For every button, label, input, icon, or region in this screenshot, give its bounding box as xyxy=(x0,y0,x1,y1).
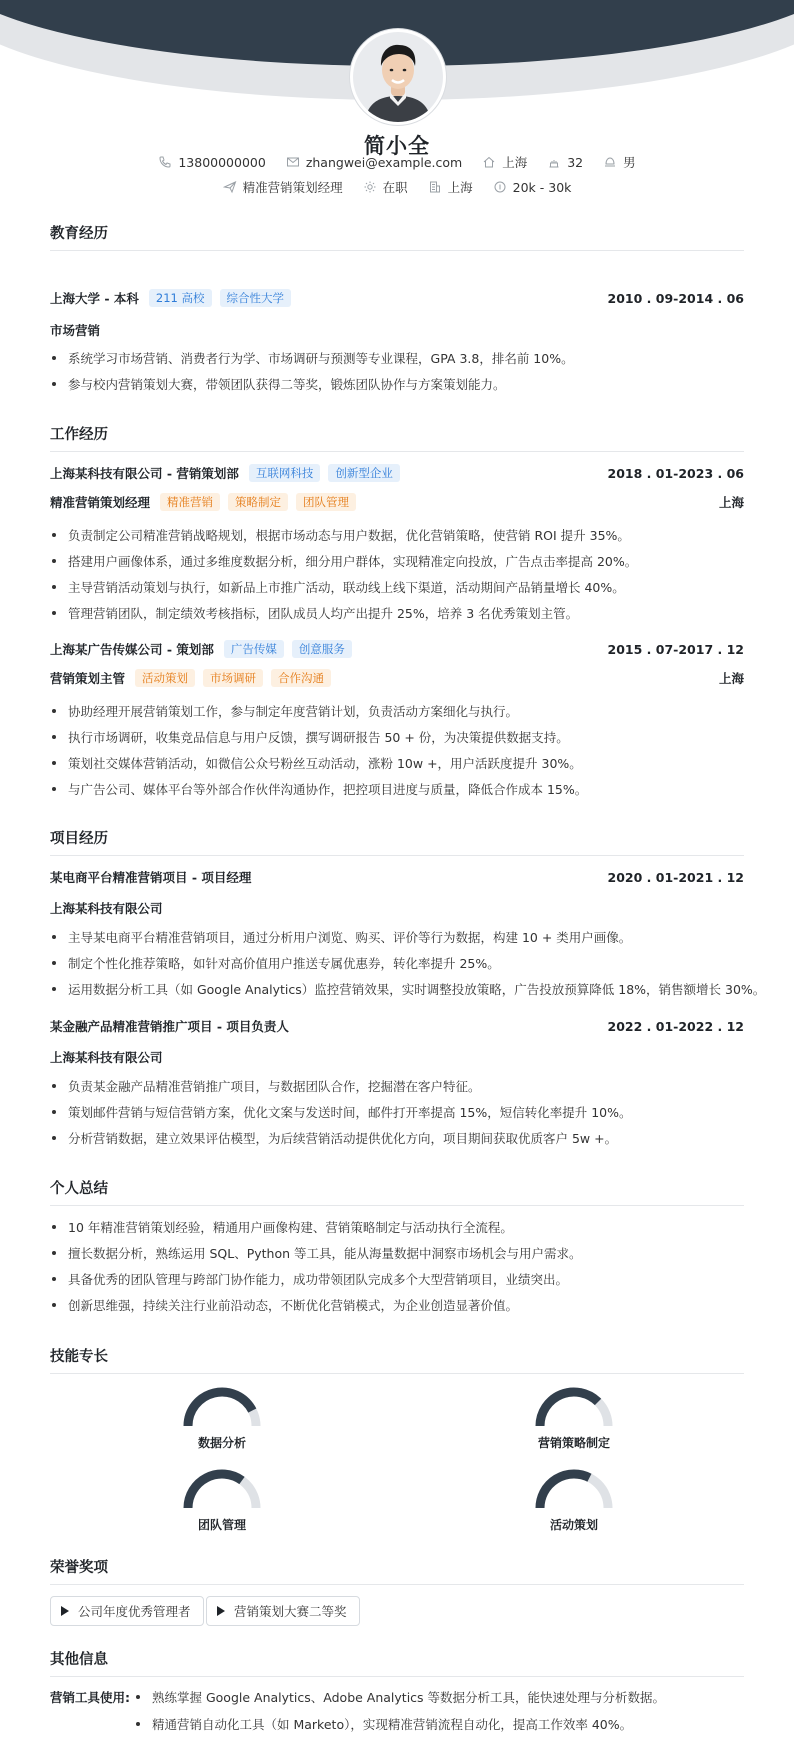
gender-text: 男 xyxy=(623,155,636,170)
work-entry-header xyxy=(50,640,744,658)
user-icon xyxy=(603,155,617,169)
school-name: 上海大学 - 本科 xyxy=(50,291,139,306)
role-tag: 市场调研 xyxy=(203,669,263,687)
project-entry-header xyxy=(50,868,744,886)
award-badge xyxy=(206,1596,360,1626)
phone-item xyxy=(158,155,265,170)
company-tag: 创意服务 xyxy=(292,640,352,658)
skill-gauge-arc xyxy=(532,1466,616,1512)
skill-label: 活动策划 xyxy=(549,1518,598,1532)
salary-item xyxy=(493,180,572,195)
target-city-text: 上海 xyxy=(447,180,473,195)
home-icon xyxy=(482,155,496,169)
skill-gauge xyxy=(162,1384,282,1451)
coin-icon xyxy=(493,180,507,194)
skill-gauge-arc xyxy=(180,1466,264,1512)
phone-icon xyxy=(158,155,172,169)
gender-item xyxy=(603,153,636,171)
section-title-work: 工作经历 xyxy=(50,423,744,452)
education-entry-header xyxy=(50,289,744,307)
age-item xyxy=(547,155,583,170)
target-position-text: 精准营销策划经理 xyxy=(242,180,343,195)
project-period: 2020 . 01-2021 . 12 xyxy=(607,869,744,885)
role-tag: 活动策划 xyxy=(135,669,195,687)
skill-gauge xyxy=(514,1384,634,1451)
project-period: 2022 . 01-2022 . 12 xyxy=(607,1018,744,1034)
skill-gauge-arc xyxy=(180,1384,264,1430)
company-tag: 广告传媒 xyxy=(224,640,284,658)
contact-info-row xyxy=(0,153,794,171)
section-title-education: 教育经历 xyxy=(50,222,744,251)
cake-icon xyxy=(547,155,561,169)
section-title-summary: 个人总结 xyxy=(50,1177,744,1206)
target-position-item xyxy=(223,178,343,196)
other-label: 营销工具使用: xyxy=(50,1690,130,1705)
triangle-icon xyxy=(217,1606,225,1616)
section-title-other: 其他信息 xyxy=(50,1648,744,1677)
role-tag: 精准营销 xyxy=(160,493,220,511)
section-title-skills: 技能专长 xyxy=(50,1345,744,1374)
triangle-icon xyxy=(61,1606,69,1616)
skill-label: 营销策略制定 xyxy=(537,1436,610,1450)
award-label: 营销策划大赛二等奖 xyxy=(234,1604,347,1619)
project-title: 某电商平台精准营销项目 - 项目经理 xyxy=(50,870,252,885)
company-name: 上海某科技有限公司 - 营销策划部 xyxy=(50,466,239,481)
role-title: 精准营销策划经理 xyxy=(50,495,151,510)
building-icon xyxy=(428,180,442,194)
work-city: 上海 xyxy=(718,671,744,686)
company-tag: 互联网科技 xyxy=(249,464,321,482)
award-badge xyxy=(50,1596,204,1626)
target-city-item xyxy=(428,178,473,196)
work-period: 2018 . 01-2023 . 06 xyxy=(607,465,744,481)
company-tag: 创新型企业 xyxy=(328,464,400,482)
age-text: 32 xyxy=(567,154,584,170)
skill-label: 团队管理 xyxy=(197,1518,246,1532)
role-title: 营销策划主管 xyxy=(50,671,126,686)
education-major: 市场营销 xyxy=(50,323,101,338)
section-title-awards: 荣誉奖项 xyxy=(50,1556,744,1585)
status-text: 在职 xyxy=(382,180,408,195)
company-name: 上海某广告传媒公司 - 策划部 xyxy=(50,642,214,657)
skill-gauge-fill xyxy=(188,1474,242,1508)
role-tag: 合作沟通 xyxy=(271,669,331,687)
location-text: 上海 xyxy=(502,155,528,170)
work-role-row xyxy=(50,493,744,511)
candidate-name: 简小全 xyxy=(364,134,430,158)
email-text: zhangwei@example.com xyxy=(305,154,463,170)
send-icon xyxy=(223,180,237,194)
award-label: 公司年度优秀管理者 xyxy=(78,1604,191,1619)
skill-gauge-arc xyxy=(532,1384,616,1430)
status-item xyxy=(363,178,408,196)
mail-icon xyxy=(286,155,300,169)
project-title: 某金融产品精准营销推广项目 - 项目负责人 xyxy=(50,1019,289,1034)
skill-gauge-fill xyxy=(540,1474,589,1508)
skill-gauge-fill xyxy=(540,1392,598,1426)
project-org: 上海某科技有限公司 xyxy=(50,1050,163,1065)
avatar xyxy=(350,29,446,125)
gear-icon xyxy=(363,180,377,194)
job-intent-row xyxy=(0,178,794,196)
skill-gauge xyxy=(514,1466,634,1533)
education-period: 2010 . 09-2014 . 06 xyxy=(607,290,744,306)
phone-text: 13800000000 xyxy=(178,154,266,170)
school-tag: 综合性大学 xyxy=(220,289,292,307)
location-item xyxy=(482,153,527,171)
work-city: 上海 xyxy=(718,495,744,510)
section-title-projects: 项目经历 xyxy=(50,827,744,856)
skill-label: 数据分析 xyxy=(197,1436,246,1450)
school-tag: 211 高校 xyxy=(149,289,212,307)
work-entry-header xyxy=(50,464,744,482)
role-tag: 团队管理 xyxy=(296,493,356,511)
project-org: 上海某科技有限公司 xyxy=(50,901,163,916)
skill-gauge xyxy=(162,1466,282,1533)
project-entry-header xyxy=(50,1017,744,1035)
email-item xyxy=(286,155,462,170)
work-role-row xyxy=(50,669,744,687)
work-period: 2015 . 07-2017 . 12 xyxy=(607,641,744,657)
role-tag: 策略制定 xyxy=(228,493,288,511)
skill-gauge-fill xyxy=(188,1392,252,1426)
salary-text: 20k - 30k xyxy=(512,179,572,195)
